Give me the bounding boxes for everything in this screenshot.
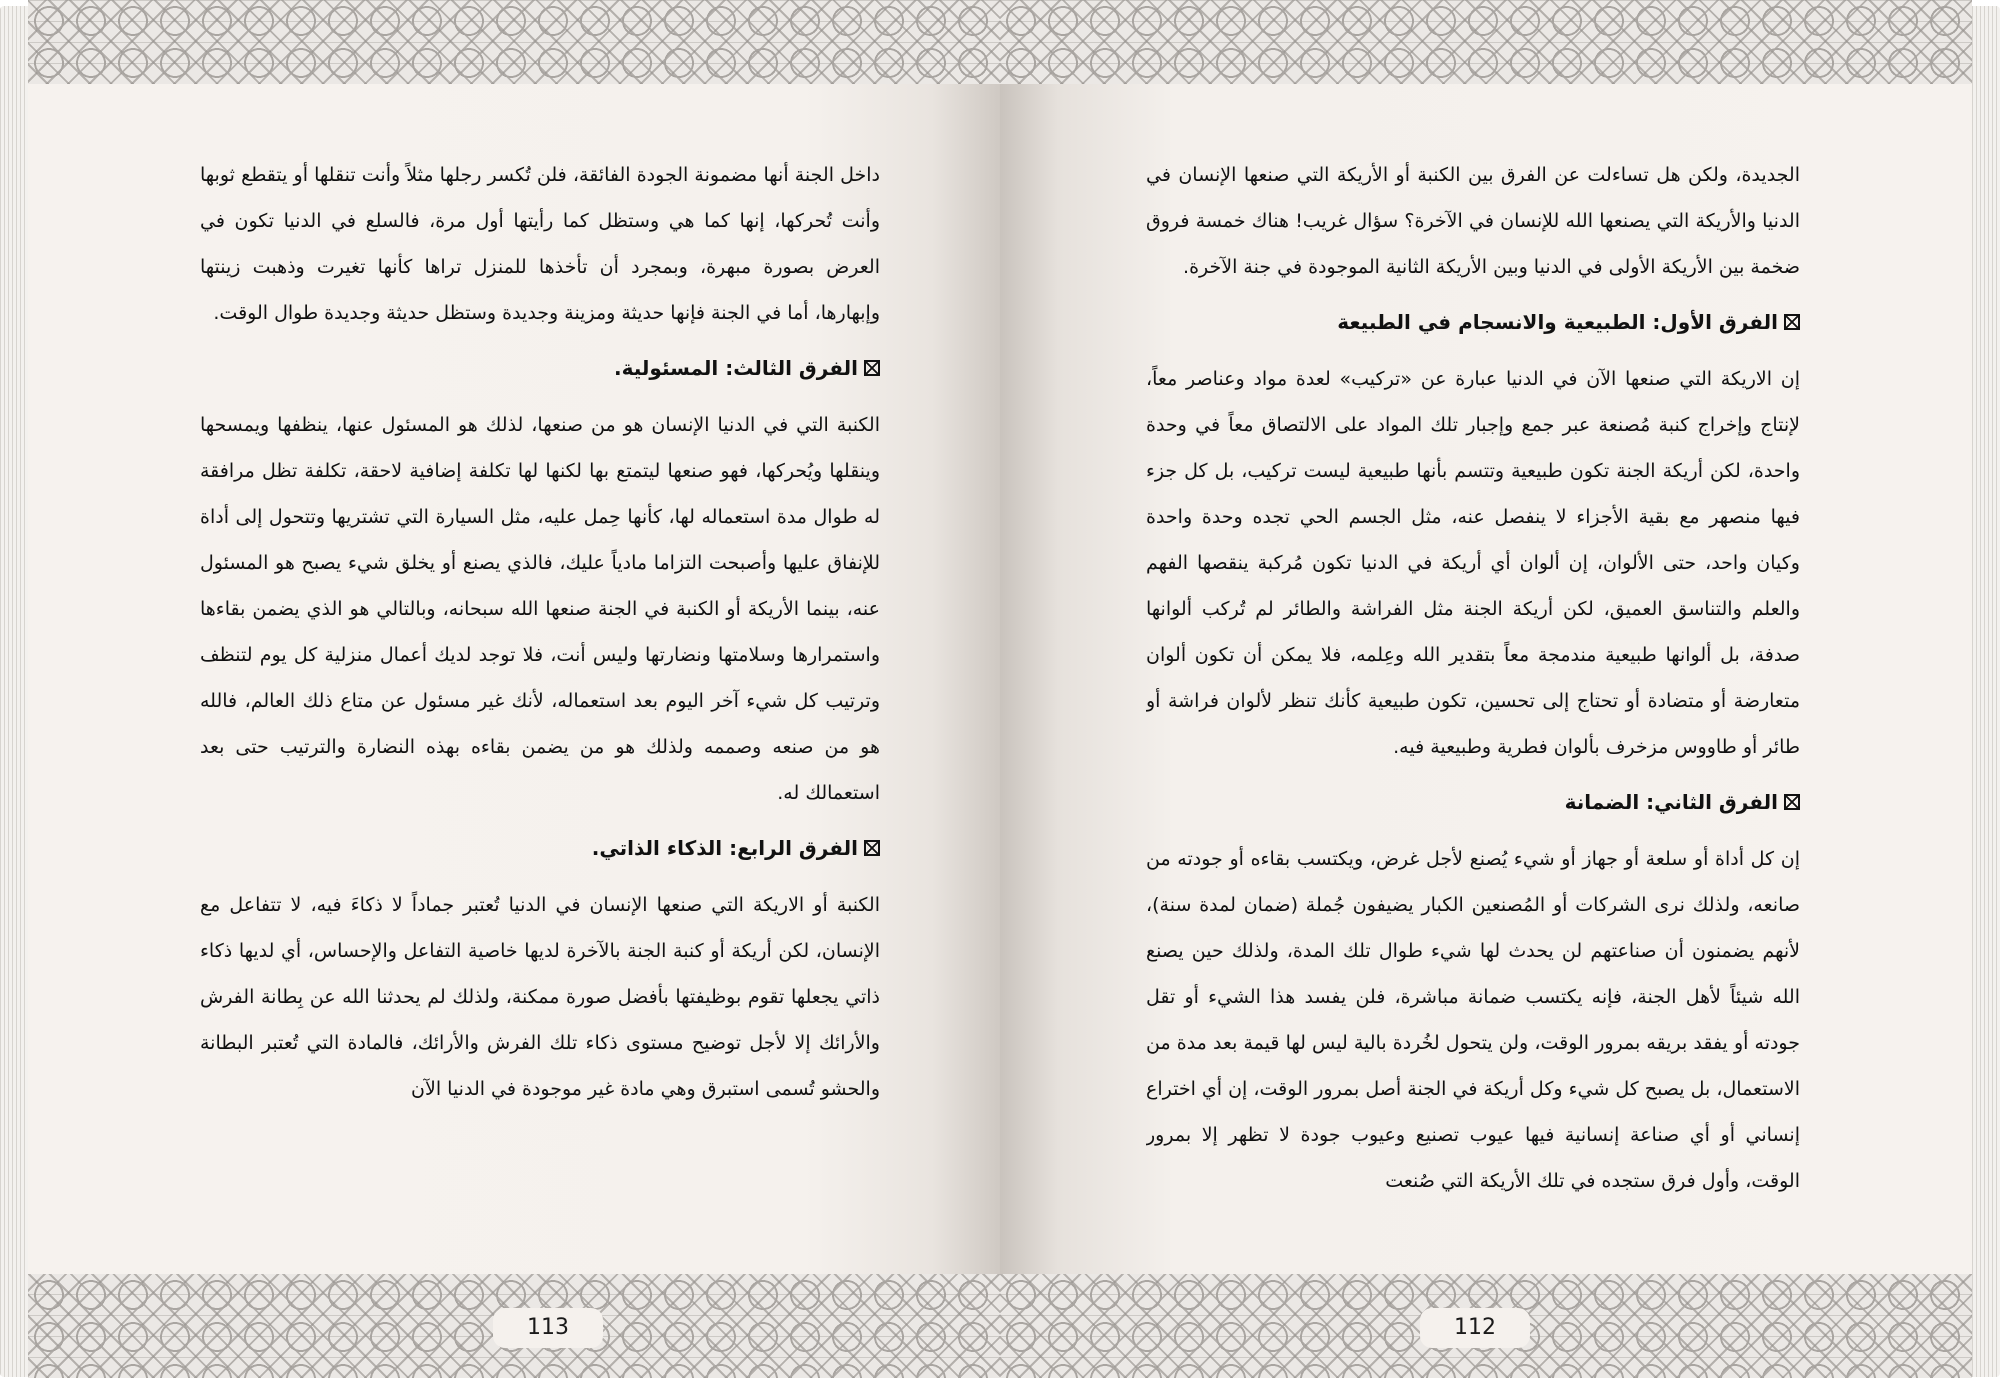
top-ornament-band — [28, 0, 1000, 84]
page-number: 112 — [1420, 1308, 1530, 1348]
page-number: 113 — [493, 1308, 603, 1348]
heading-text: الفرق الرابع: الذكاء الذاتي. — [591, 836, 858, 860]
paragraph: داخل الجنة أنها مضمونة الجودة الفائقة، فلن تُكسر رجلها مثلاً وأنت تنقلها أو يتقطع ثوبها وأنت تُحركها، إنها كما هي وستظل كما رأيتها أول مرة، فالسلع في الدنيا تكون في العرض بصورة مبهرة، وبمجرد أن تأخذها للمنزل تراها كأنها تغيرت وذهبت زينتها وإبهارها، أما في الجنة فإنها حديثة ومزينة وجديدة وستظل حديثة وجديدة طوال الوقت. — [200, 164, 880, 324]
paragraph: الجديدة، ولكن هل تساءلت عن الفرق بين الكنبة أو الأريكة التي صنعها الإنسان في الدنيا والأريكة التي يصنعها الله للإنسان في الآخرة؟ سؤال غريب! هناك خمسة فروق ضخمة بين الأريكة الأولى في الدنيا وبين الأريكة الثانية الموجودة في جنة الآخرة. — [1146, 164, 1800, 278]
heading-text: الفرق الأول: الطبيعية والانسجام في الطبيعة — [1337, 310, 1778, 334]
ornament-icon — [1784, 314, 1800, 330]
ornament-icon — [864, 840, 880, 856]
top-ornament-band — [1000, 0, 1972, 84]
heading-text: الفرق الثالث: المسئولية. — [614, 356, 858, 380]
right-page — [1000, 0, 1972, 1378]
section-heading — [1146, 300, 1800, 344]
ornament-icon — [1784, 794, 1800, 810]
ornament-icon — [864, 360, 880, 376]
page-text — [200, 152, 880, 1248]
section-heading — [200, 826, 880, 870]
paragraph: الكنبة التي في الدنيا الإنسان هو من صنعها، لذلك هو المسئول عنها، ينظفها ويمسحها وينقلها ويُحركها، فهو صنعها ليتمتع بها لكنها لها تكلفة إضافية لاحقة، تكلفة تظل مرافقة له طوال مدة استعماله لها، كأنها حِمل عليه، مثل السيارة التي تشتريها وتتحول إلى أداة للإنفاق عليها وأصبحت التزاما مادياً عليك، فالذي يصنع أو يخلق شيء يصبح هو المسئول عنه، بينما الأريكة أو الكنبة في الجنة صنعها الله سبحانه، وبالتالي هو الذي يضمن بقاءها واستمرارها وسلامتها ونضارتها وليس أنت، فلا توجد لديك أعمال منزلية كل يوم لتنظف وترتيب كل شيء آخر اليوم بعد استعماله، لأنك غير مسئول عن متاع ذلك العالم، فالله هو من صنعه وصممه ولذلك هو من يضمن بقاءه بهذه النضارة والترتيب حتى بعد استعمالك له. — [200, 414, 880, 804]
heading-text: الفرق الثاني: الضمانة — [1564, 790, 1778, 814]
paragraph: إن الاريكة التي صنعها الآن في الدنيا عبارة عن «تركيب» لعدة مواد وعناصر معاً، لإنتاج وإخراج كنبة مُصنعة عبر جمع وإجبار تلك المواد على الالتصاق معاً في وحدة واحدة، لكن أريكة الجنة تكون طبيعية وتتسم بأنها طبيعية ليست تركيب، بل كل جزء فيها منصهر مع بقية الأجزاء لا ينفصل عنه، مثل الجسم الحي تجده وحدة واحدة وكيان واحد، حتى الألوان، إن ألوان أي أريكة في الدنيا تكون مُركبة ينقصها الفهم والعلم والتناسق العميق، لكن أريكة الجنة مثل الفراشة والطائر لم تُركب ألوانها صدفة، بل ألوانها طبيعية مندمجة معاً بتقدير الله وعِلمه، فلا يمكن أن تكون ألوان متعارضة أو متضادة أو تحتاج إلى تحسين، تكون طبيعية كأنك تنظر لألوان فراشة أو طائر أو طاووس مزخرف بألوان فطرية وطبيعية فيه. — [1146, 368, 1800, 758]
section-heading — [200, 346, 880, 390]
paragraph: الكنبة أو الاريكة التي صنعها الإنسان في الدنيا تُعتبر جماداً لا ذكاءَ فيه، لا تتفاعل مع الإنسان، لكن أريكة أو كنبة الجنة بالآخرة لديها خاصية التفاعل والإحساس، أي لديها ذكاء ذاتي يجعلها تقوم بوظيفتها بأفضل صورة ممكنة، ولذلك لم يحدثنا الله عن بِطانة الفرش والأرائك إلا لأجل توضيح مستوى ذكاء تلك الفرش والأرائك، فالمادة التي تُعتبر البطانة والحشو تُسمى استبرق وهي مادة غير موجودة في الدنيا الآن — [200, 894, 880, 1100]
paragraph: إن كل أداة أو سلعة أو جهاز أو شيء يُصنع لأجل غرض، ويكتسب بقاءه أو جودته من صانعه، ولذلك نرى الشركات أو المُصنعين الكبار يضيفون جُملة (ضمان لمدة سنة)، لأنهم يضمنون أن صناعتهم لن يحدث لها شيء طوال تلك المدة، ولذلك حين يصنع الله شيئاً لأهل الجنة، فإنه يكتسب ضمانة مباشرة، فلن يفسد هذا الشيء أو تقل جودته أو يفقد بريقه بمرور الوقت، ولن يتحول لخُردة بالية ليس لها قيمة بعد مدة من الاستعمال، بل يصبح كل شيء وكل أريكة في الجنة أصل بمرور الوقت، إن أي اختراع إنساني أو أي صناعة إنسانية فيها عيوب تصنيع وعيوب جودة لا تظهر إلا بمرور الوقت، وأول فرق ستجده في تلك الأريكة التي صُنعت — [1146, 848, 1800, 1192]
page-text — [1146, 152, 1800, 1248]
section-heading — [1146, 780, 1800, 824]
left-page — [28, 0, 1000, 1378]
